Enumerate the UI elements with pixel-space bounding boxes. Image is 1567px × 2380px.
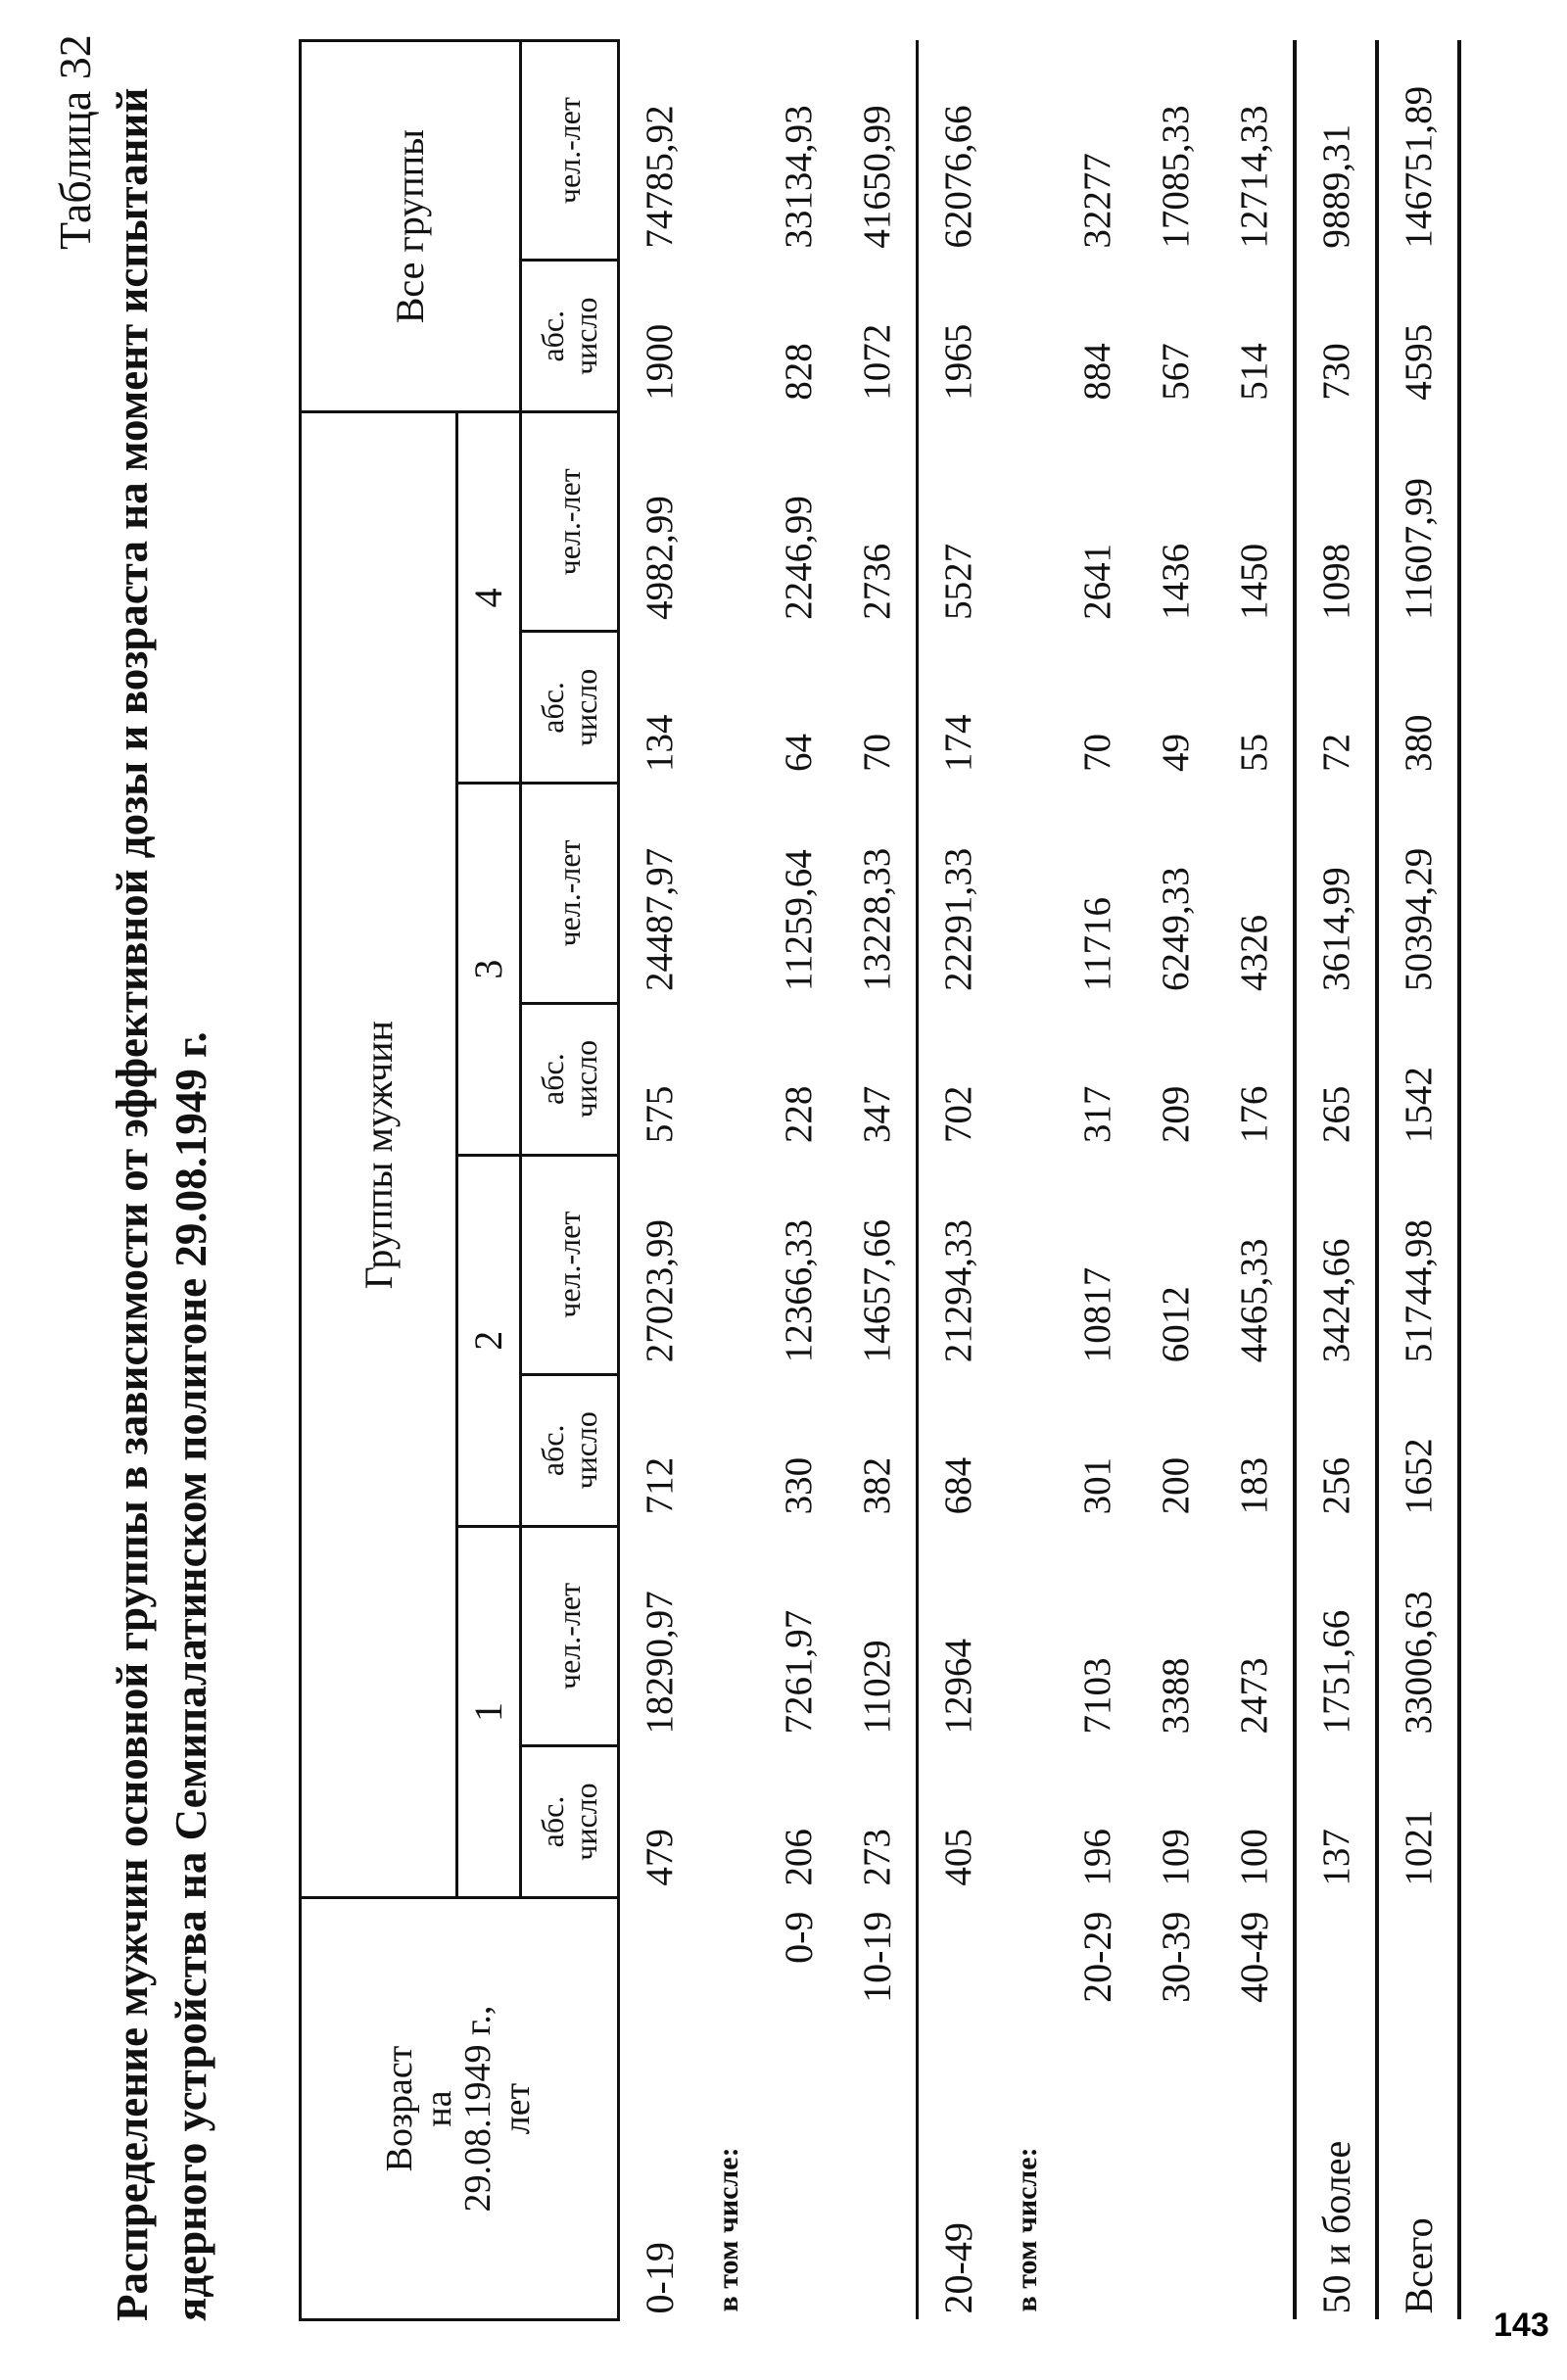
abs-number-cell: 702 [918, 1003, 998, 1155]
person-years-cell: 14657,66 [855, 1219, 898, 1363]
group-3-header: 3 [457, 784, 521, 1155]
age-label: 40-49 [1231, 1911, 1276, 2003]
person-years-cell: 22291,33 [918, 784, 998, 1003]
subheading-row [698, 41, 759, 2320]
age-label: 30-39 [1153, 1911, 1198, 2003]
table-row [837, 41, 918, 2320]
abs-number-cell: 70 [855, 733, 898, 772]
table-row [1136, 41, 1214, 2320]
abs-number-cell: 514 [1232, 343, 1275, 401]
abs-number-header: абс. число [521, 1374, 619, 1526]
data-table [299, 39, 1461, 2321]
abs-number-cell: 575 [638, 1085, 681, 1144]
abs-number-cell: 137 [1295, 1745, 1377, 1897]
person-years-cell: 1450 [1232, 543, 1275, 620]
person-years-cell: 11259,64 [777, 849, 820, 992]
abs-number-cell: 382 [855, 1456, 898, 1515]
abs-number-cell: 183 [1232, 1456, 1275, 1515]
abs-number-cell: 828 [777, 343, 820, 401]
person-years-cell: 3388 [1154, 1657, 1197, 1735]
abs-number-cell: 405 [918, 1745, 998, 1897]
abs-number-cell: 479 [638, 1829, 681, 1886]
person-years-cell: 74785,92 [638, 105, 681, 249]
abs-number-cell: 265 [1295, 1003, 1377, 1155]
person-years-header: чел.-лет [521, 412, 619, 632]
abs-number-cell: 1072 [855, 323, 898, 401]
abs-number-cell: 1900 [638, 323, 681, 401]
total-row [1377, 41, 1459, 2320]
abs-number-header: абс. число [521, 1745, 619, 1897]
person-years-header: чел.-лет [521, 784, 619, 1003]
table-row [1058, 41, 1136, 2320]
person-years-cell: 12714,33 [1232, 105, 1275, 249]
person-years-cell: 11716 [1075, 896, 1118, 992]
abs-number-cell: 196 [1075, 1829, 1118, 1886]
person-years-cell: 33134,93 [777, 105, 820, 249]
abs-number-cell: 72 [1295, 632, 1377, 784]
person-years-cell: 11607,99 [1377, 412, 1459, 632]
subheading-row [997, 41, 1058, 2320]
person-years-cell: 27023,99 [638, 1219, 681, 1363]
person-years-cell: 41650,99 [855, 105, 898, 249]
abs-number-cell: 380 [1377, 632, 1459, 784]
all-groups-header: Все группы [301, 41, 521, 412]
abs-number-cell: 730 [1295, 261, 1377, 412]
person-years-cell: 6012 [1154, 1286, 1197, 1363]
abs-number-cell: 4595 [1377, 261, 1459, 412]
abs-number-cell: 1542 [1377, 1003, 1459, 1155]
person-years-cell: 4465,33 [1232, 1238, 1275, 1363]
person-years-cell: 50394,29 [1377, 784, 1459, 1003]
person-years-cell: 17085,33 [1154, 105, 1197, 249]
person-years-cell: 2736 [855, 543, 898, 620]
person-years-cell: 2246,99 [777, 496, 820, 620]
person-years-cell: 7261,97 [777, 1609, 820, 1735]
table-caption: Распределение мужчин основной группы в зависимости от эффективной дозы и возраста на момент испытаний ядерного устройства на Семипалатинском полигоне 29.08.1949 г. [108, 87, 215, 2321]
abs-number-cell: 200 [1154, 1456, 1197, 1515]
men-groups-header: Группы мужчин [301, 412, 457, 1898]
person-years-cell: 10817 [1075, 1266, 1118, 1363]
abs-number-cell: 176 [1232, 1085, 1275, 1144]
age-label: 20-49 [918, 1898, 998, 2320]
person-years-cell: 1098 [1295, 412, 1377, 632]
person-years-cell: 13228,33 [855, 847, 898, 992]
abs-number-cell: 49 [1154, 733, 1197, 772]
table-body [619, 41, 1460, 2320]
person-years-cell: 51744,98 [1377, 1155, 1459, 1374]
abs-number-cell: 884 [1075, 343, 1118, 401]
person-years-cell: 33006,63 [1377, 1526, 1459, 1745]
table-number: Таблица 32 [50, 34, 100, 250]
person-years-cell: 5527 [918, 412, 998, 632]
person-years-cell: 9889,31 [1295, 41, 1377, 261]
person-years-cell: 12964 [918, 1526, 998, 1745]
abs-number-cell: 64 [777, 733, 820, 772]
abs-number-cell: 109 [1154, 1829, 1197, 1886]
person-years-header: чел.-лет [521, 41, 619, 261]
page-number: 143 [1494, 2307, 1549, 2344]
table-row [1214, 41, 1295, 2320]
abs-number-cell: 70 [1075, 733, 1118, 772]
person-years-header: чел.-лет [521, 1155, 619, 1374]
person-years-cell: 6249,33 [1154, 867, 1197, 992]
person-years-cell: 2641 [1075, 543, 1118, 620]
abs-number-cell: 684 [918, 1374, 998, 1526]
group-4-header: 4 [457, 412, 521, 784]
abs-number-cell: 1021 [1377, 1745, 1459, 1897]
age-label: 0-9 [776, 1911, 821, 1964]
group-1-header: 1 [457, 1526, 521, 1897]
abs-number-cell: 134 [638, 714, 681, 772]
age-label: 20-29 [1074, 1911, 1119, 2003]
table-row [918, 41, 998, 2320]
abs-number-cell: 301 [1075, 1456, 1118, 1515]
abs-number-cell: 1652 [1377, 1374, 1459, 1526]
person-years-cell: 62076,66 [918, 41, 998, 261]
abs-number-cell: 347 [855, 1085, 898, 1144]
person-years-cell: 11029 [855, 1640, 898, 1735]
person-years-cell: 32277 [1075, 153, 1118, 249]
person-years-cell: 24487,97 [638, 847, 681, 992]
abs-number-cell: 174 [918, 632, 998, 784]
abs-number-cell: 206 [777, 1829, 820, 1886]
person-years-cell: 3424,66 [1295, 1155, 1377, 1374]
abs-number-cell: 567 [1154, 343, 1197, 401]
person-years-cell: 4982,99 [638, 496, 681, 620]
subheading-label: в том числе: [712, 2147, 744, 2312]
table-row [1295, 41, 1377, 2320]
table-row [759, 41, 837, 2320]
person-years-cell: 3614,99 [1295, 784, 1377, 1003]
abs-number-cell: 330 [777, 1456, 820, 1515]
age-label: 50 и более [1295, 1898, 1377, 2320]
abs-number-cell: 1965 [918, 261, 998, 412]
person-years-header: чел.-лет [521, 1526, 619, 1745]
abs-number-cell: 273 [855, 1829, 898, 1886]
abs-number-cell: 209 [1154, 1085, 1197, 1144]
age-column-header: Возраст на 29.08.1949 г., лет [301, 1898, 619, 2320]
abs-number-cell: 256 [1295, 1374, 1377, 1526]
abs-number-header: абс. число [521, 1003, 619, 1155]
age-label: 10-19 [854, 1911, 899, 2003]
abs-number-header: абс. число [521, 632, 619, 784]
abs-number-header: абс. число [521, 261, 619, 412]
person-years-cell: 146751,89 [1377, 41, 1459, 261]
abs-number-cell: 712 [638, 1456, 681, 1515]
person-years-cell: 12366,33 [777, 1219, 820, 1363]
age-label: Всего [1377, 1898, 1459, 2320]
person-years-cell: 18290,97 [638, 1591, 681, 1735]
abs-number-cell: 55 [1232, 733, 1275, 772]
person-years-cell: 1436 [1154, 543, 1197, 620]
person-years-cell: 2473 [1232, 1657, 1275, 1735]
abs-number-cell: 317 [1075, 1085, 1118, 1144]
abs-number-cell: 228 [777, 1085, 820, 1144]
person-years-cell: 21294,33 [918, 1155, 998, 1374]
group-2-header: 2 [457, 1155, 521, 1526]
person-years-cell: 4326 [1232, 915, 1275, 992]
abs-number-cell: 100 [1232, 1829, 1275, 1886]
age-label: 0-19 [637, 2242, 682, 2314]
table-row [619, 41, 699, 2320]
person-years-cell: 7103 [1075, 1657, 1118, 1735]
subheading-label: в том числе: [1011, 2147, 1043, 2312]
person-years-cell: 1751,66 [1295, 1526, 1377, 1745]
